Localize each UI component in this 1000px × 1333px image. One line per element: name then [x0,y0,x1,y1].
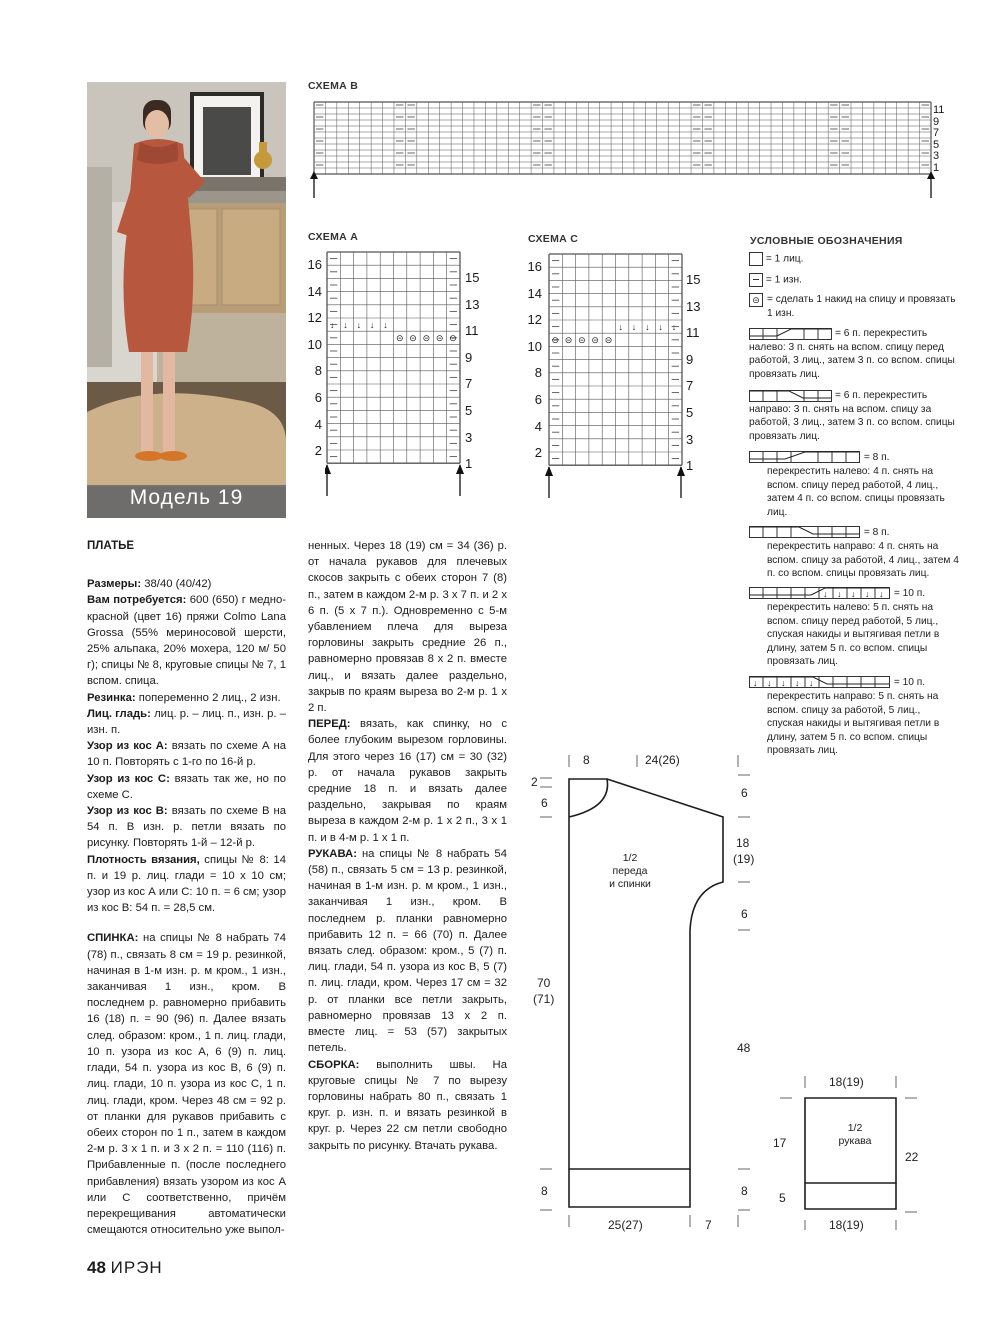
chart-b-label: 5 [933,138,940,151]
svg-text:⊝: ⊝ [564,335,573,346]
para-back-cont: ненных. Через 18 (19) см = 34 (36) р. от начала рукавов для плечевых скосов закрыть с обеих сторон 7 (8) п., затем в каждом 2-м р. 3 х 7 п. и 2 х 6 п. (5 х 7 п.). Одновременно с 5-м убавлением плеча для выреза горловины закрыть средние 26 п., равномерно провязав 8 х 2 п. вместе лиц., и вязать далее раздельно, закрыв по краям выреза во 2-м р. 1 х 2 п. [308,540,507,715]
dim-length: 70 [537,976,551,990]
svg-text:↓: ↓ [645,322,650,332]
chart-a-left-labels [300,252,322,465]
chart-b-label: 7 [933,127,940,139]
svg-text:↓: ↓ [795,678,800,688]
chart-a-label: 13 [465,296,480,312]
svg-text:↓: ↓ [823,589,828,599]
chart-c-label: 10 [527,338,542,354]
chart-a-label: 15 [465,270,480,285]
para-cable-a: Узор из кос А: вязать по схеме А на 10 п. Повторять с 1-го по 16-й р. [87,740,287,769]
legend-cable-10-left: ↓ ↓ ↓ ↓ ↓ = 10 п. перекрестить налево: 5 п. снять на вспом. спицу перед работой, 5 лиц., спуская накиды и вытягивая петли в длину, затем 5 п. со вспом. спицы провязать лиц. [749,587,959,669]
chart-c-title: СХЕМА С [528,233,579,245]
svg-text:↓: ↓ [837,589,842,599]
svg-text:↓: ↓ [879,589,884,599]
chart-b-title: СХЕМА В [308,80,359,92]
svg-text:↓: ↓ [865,589,870,599]
column-2 [308,538,507,1154]
chart-a-label: 8 [314,363,322,379]
dim-rib-right: 8 [741,1184,748,1198]
chart-a-label: 12 [307,310,322,326]
photo-caption: Модель 19 [129,486,244,509]
svg-text:↓: ↓ [383,320,388,330]
knit-symbol-icon [749,252,763,266]
dim-armhole-alt: (19) [733,852,755,866]
chart-a-grid [325,250,465,500]
model-photo-illustration [87,82,286,518]
cable-10-right-symbol-icon [749,676,891,689]
chart-c-label: 1 [686,458,694,474]
dim-side: 48 [737,1041,751,1055]
legend-cable-8-right: = 8 п. перекрестить направо: 4 п. снять на вспом. спицу за работой, 4 лиц., затем 4 п. со вспом. спицы провязать лиц. [749,526,959,581]
para-materials: Вам потребуется: 600 (650) г медно-красной (цвет 16) пряжи Colmo Lana Grossa (55% мериносовой шерсти, 25% альпака, 20% мохера, 120 м/ 50 г); спицы № 8, круговые спицы № 7, 1 вспом. спица. [87,594,287,688]
chart-b-label: 1 [933,161,940,174]
cable-10-left-symbol-icon [749,587,891,600]
chart-b-row-labels [933,105,944,174]
cable-8-left-symbol-icon [749,451,861,464]
legend-cable-6-left: = 6 п. перекрестить налево: 3 п. снять на вспом. спицу перед работой, 3 лиц., затем 3 п. со вспом. спицы провязать лиц. [749,328,955,380]
svg-text:↓: ↓ [369,320,375,330]
dim-bottom-width: 25(27) [608,1218,643,1232]
chart-a-label: 11 [465,323,479,339]
legend-cable-6-right: = 6 п. перекрестить направо: 3 п. снять на вспом. спицу за работой, 3 лиц., затем 3 п. со вспом. спицы провязать лиц. [749,390,955,442]
dim-top-neck: 8 [583,753,590,767]
sleeve-dim-total: 22 [905,1150,919,1164]
chart-c-label: 14 [527,285,542,301]
chart-c-label: 9 [686,351,694,367]
svg-text:↓: ↓ [343,320,348,330]
chart-a-label: 14 [307,283,322,299]
sleeve-dim-top: 18(19) [829,1075,864,1089]
svg-text:↓: ↓ [809,678,814,688]
article-title: ПЛАТЬЕ [87,540,135,552]
yarn-over-symbol-icon: ⊝ [749,293,763,307]
dim-neck-drop-back: 2 [531,775,538,789]
dim-neck-drop-front: 6 [541,796,548,810]
chart-b-label: 3 [933,150,940,162]
chart-b-grid [305,98,945,204]
page-footer [87,1258,163,1278]
dim-armhole-low: 6 [741,907,748,921]
model-photo [87,82,286,518]
chart-c-label: 4 [534,418,542,434]
page-number: 48 [87,1258,106,1277]
svg-text:⊝: ⊝ [591,335,599,346]
chart-c-label: 2 [534,445,542,461]
cable-8-right-symbol-icon [749,526,861,539]
svg-text:⊝: ⊝ [449,333,457,344]
chart-c-label: 6 [534,391,542,407]
magazine-name: ИРЭН [110,1258,163,1277]
chart-a-label: 6 [314,389,322,405]
legend-cable-10-right: ↓ ↓ ↓ ↓ ↓ = 10 п. перекрестить направо: 5 п. снять на вспом. спицу за работой, 5 лиц., спуская накиды и вытягивая петли в длину, затем 5 п. со вспом. спицы провязать лиц. [749,676,959,758]
svg-text:⊝: ⊝ [578,335,586,346]
chart-b-label: 9 [933,115,940,128]
chart-a-label: 4 [314,416,322,432]
sleeve-dim-bottom: 18(19) [829,1218,864,1232]
chart-a-title: СХЕМА А [308,231,359,243]
svg-text:↓: ↓ [753,678,758,688]
legend [749,252,959,772]
para-gauge: Плотность вязания, спицы № 8: 14 п. и 19 р. лиц. глади = 10 х 10 см; узор из кос А или С: 10 п. = 6 см; узор из кос В: 54 п. = 28,5 см. [87,853,286,915]
legend-knit: = 1 лиц. [749,252,959,266]
sleeve-dim-height: 17 [773,1136,787,1150]
svg-text:↓: ↓ [767,678,772,688]
svg-text:↓: ↓ [658,322,663,332]
body-piece-label: 1/2 переда и спинки [609,852,651,890]
para-cable-c: Узор из кос С: вязать так же, но по схеме С. [87,772,286,801]
chart-a-label: 2 [314,443,322,459]
chart-c-left-labels [520,254,542,467]
chart-c-label: 7 [686,378,694,394]
purl-symbol-icon [749,273,763,287]
chart-c-right-labels [686,267,700,480]
svg-text:⊝: ⊝ [435,333,444,344]
svg-text:↓: ↓ [781,678,786,688]
dim-bottom-ext: 7 [705,1218,712,1232]
body-pattern-drawing [520,745,760,1235]
para-assembly: СБОРКА: выполнить швы. На круговые спицы № 7 по вырезу горловины набрать 80 п., связать 1 круг. р. изн. п. и вязать резинкой в круг. р. Через 22 см петли свободно закрыть по рисунку. Втачать рукава. [308,1058,507,1152]
legend-cable-8-left: = 8 п. перекрестить налево: 4 п. снять на вспом. спицу перед работой, 4 лиц., затем 4 п. со вспом. спицы провязать лиц. [749,451,959,519]
chart-a-label: 3 [465,429,473,445]
chart-c-label: 8 [534,365,542,381]
legend-purl: = 1 изн. [749,273,959,287]
chart-c-label: 15 [686,272,701,287]
svg-text:↓: ↓ [631,322,637,332]
svg-text:↓: ↓ [356,320,362,330]
svg-text:↓: ↓ [330,320,335,330]
svg-text:⊝: ⊝ [422,333,431,344]
svg-text:↓: ↓ [618,322,623,332]
svg-text:⊝: ⊝ [409,333,417,344]
svg-text:⊝: ⊝ [396,333,404,344]
chart-c-label: 11 [686,325,700,341]
para-sleeves: РУКАВА: на спицы № 8 набрать 54 (58) п., связать 5 см = 13 р. резинкой, начиная в 1-м изн. р. м кром., 1 изн., заканчивая 1 изн., кром. В последнем р. планки равномерно прибавить 12 п. = 66 (70) п. Далее вязать след. образом: кром., 5 (7) п. лиц. глади, 54 п. узора из кос В, 5 (7) п. лиц. глади, кром. Через 17 см = 32 р. от планки все петли закрыть, равномерно провязав 13 х 2 п. вместе лиц. = 53 (57) закрытых петель. [308,847,508,1055]
chart-a-label: 7 [465,376,473,392]
svg-text:⊝: ⊝ [551,335,560,346]
cable-6-left-symbol-icon [749,328,833,341]
dim-shoulder-slope: 6 [741,786,748,800]
cable-6-right-symbol-icon [749,390,833,403]
chart-c-label: 13 [686,298,701,314]
chart-a-label: 5 [465,402,473,418]
para-rib: Резинка: попеременно 2 лиц., 2 изн. [87,691,281,704]
chart-c-grid [545,252,685,502]
para-cable-b: Узор из кос В: вязать по схеме В на 54 п. В изн. р. петли вязать по рисунку. Повторять 1-й – 12-й р. [87,805,287,850]
chart-a-label: 10 [307,336,322,352]
chart-c-label: 12 [527,312,542,328]
sleeve-dim-rib: 5 [779,1191,786,1205]
legend-yarn-over: ⊝ = сделать 1 накид на спицу и провязать 1 изн. [749,293,959,320]
dim-top-shoulder: 24(26) [645,753,680,767]
svg-text:↓: ↓ [851,589,856,599]
svg-text:↓: ↓ [671,322,677,332]
chart-a-label: 9 [465,349,473,365]
para-stockinette: Лиц. гладь: лиц. р. – лиц. п., изн. р. – изн. п. [87,707,286,737]
dim-rib-left: 8 [541,1184,548,1198]
para-back: СПИНКА: на спицы № 8 набрать 74 (78) п., связать 8 см = 19 р. резинкой, начиная в 1-м изн. р. м кром., 1 изн., заканчивая 1 изн., кром. В последнем р. равномерно прибавить 16 (18) п. = 90 (96) п. Далее вязать след. образом: кром., 1 п. лиц. глади, 10 п. узора из кос А, 6 (9) п. лиц. глади, 54 п. узора из кос В, 6 (9) п. лиц. глади, 10 п. узора из кос С, 1 п. лиц. глади, кром. Через 48 см = 92 р. от планки для рукавов прибавить с обеих сторон по 1 п., затем в каждом 2-м р. 3 х 1 п. и 3 х 2 п. = 110 (116) п. Прибавленные п. (после последнего прибавления) вязать узором из кос А или С соответственно, причём перекрещивания автоматически смещаются относительно уже выпол- [87,932,287,1237]
legend-title: УСЛОВНЫЕ ОБОЗНАЧЕНИЯ [750,235,903,247]
chart-c-label: 5 [686,404,694,420]
chart-a-label: 1 [465,456,473,472]
chart-a-right-labels [465,265,479,478]
column-1 [87,538,286,1238]
chart-b-label: 11 [933,104,945,116]
para-sizes: Размеры: 38/40 (40/42) [87,578,212,591]
chart-c-label: 3 [686,431,694,447]
dim-armhole: 18 [736,836,750,850]
chart-c-label: 16 [527,259,542,274]
chart-a-label: 16 [307,257,322,272]
svg-text:⊝: ⊝ [604,335,613,346]
sleeve-piece-label: 1/2 рукава [838,1122,872,1147]
dim-length-alt: (71) [533,992,555,1006]
para-front: ПЕРЕД: вязать, как спинку, но с более глубоким вырезом горловины. Для этого через 16 (17) см = 30 (32) р. от начала рукавов закрыть средние 18 п. и вязать далее раздельно, закрывая по краям выреза в каждом 2-м р. 1 х 2 п., 3 х 1 п. и в 4-м р. 1 х 1 п. [308,718,507,844]
